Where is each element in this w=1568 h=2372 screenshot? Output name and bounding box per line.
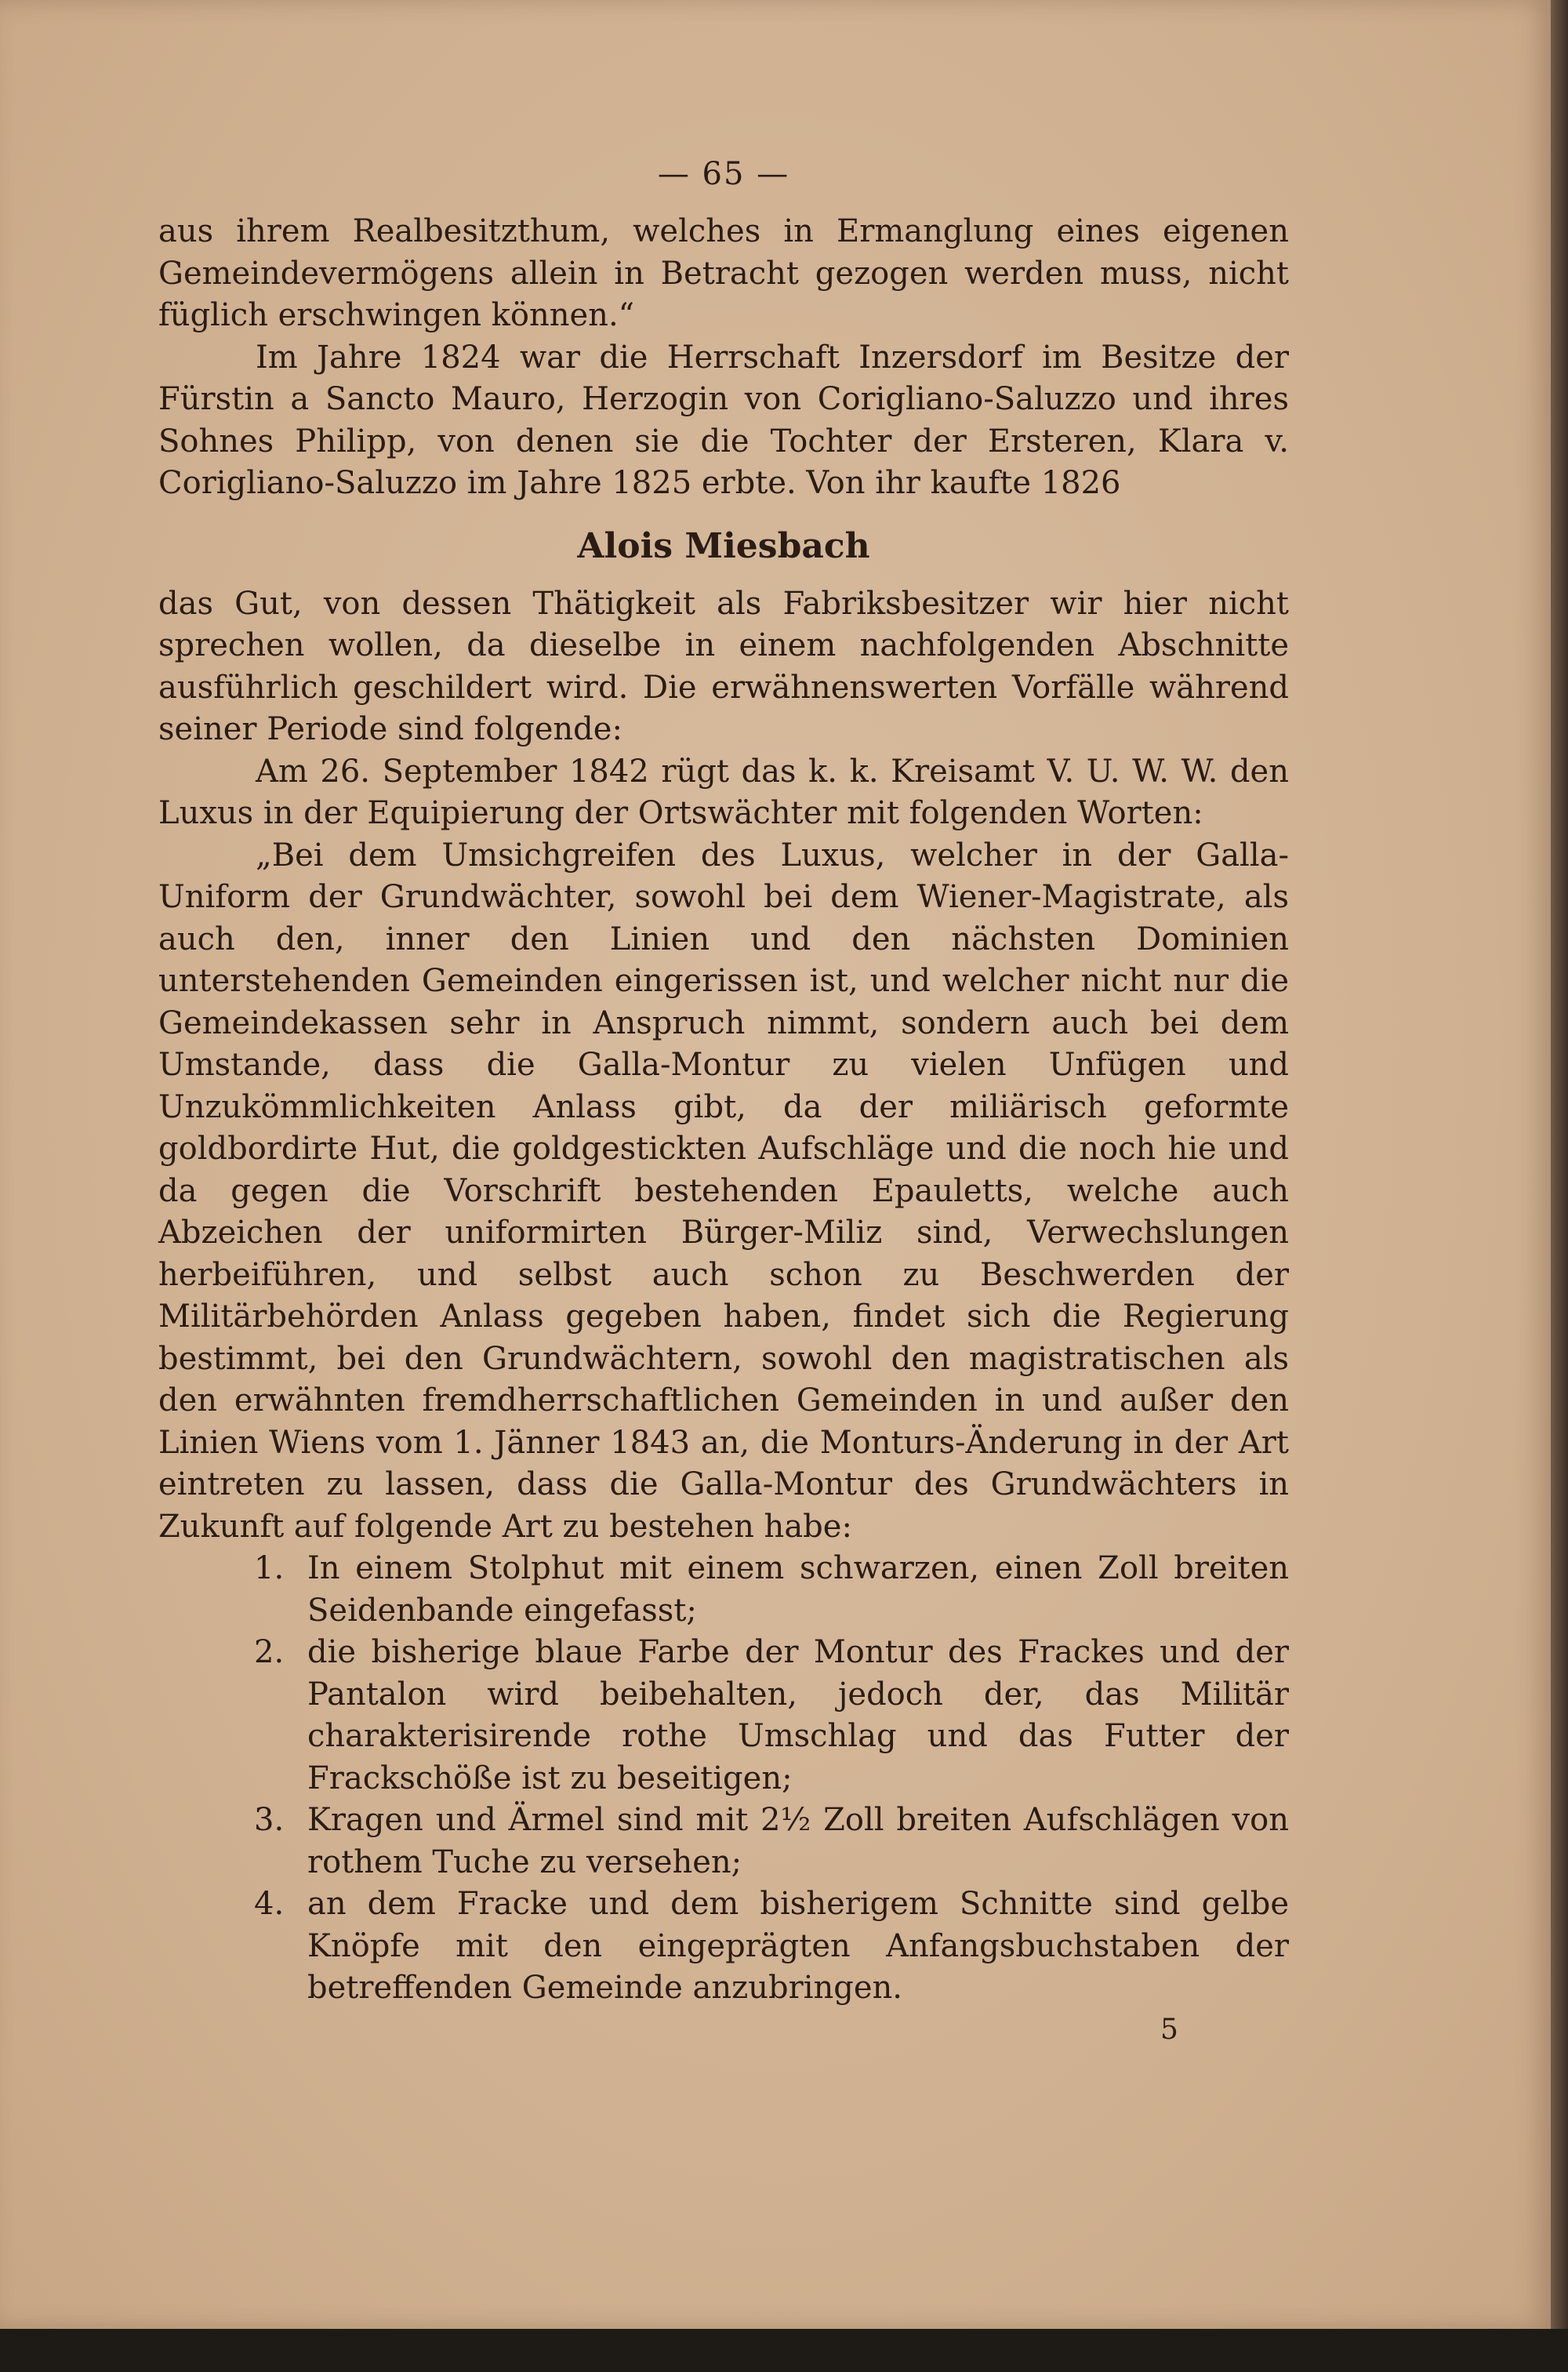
list-item-text: In einem Stolphut mit einem schwarzen, einen Zoll breiten Seidenbande eingefasst; (307, 1550, 1289, 1629)
list-item-number: 2. (254, 1634, 285, 1670)
scan-background (0, 2329, 1568, 2372)
list-item (158, 1632, 1289, 1800)
paragraph-3: das Gut, von dessen Thätigkeit als Fabriksbesitzer wir hier nicht sprechen wollen, da dieselbe in einem nachfolgenden Abschnitte ausführlich geschildert wird. Die erwähnenswerten Vorfälle während seiner Periode sind folgende: (158, 585, 1289, 747)
section-heading: Alois Miesbach (577, 525, 870, 566)
list-item-number: 4. (254, 1886, 285, 1922)
paragraph-1: aus ihrem Realbesitzthum, welches in Ermanglung eines eigenen Gemeindevermögens allein in Betracht gezogen werden muss, nicht füglich erschwingen können.“ (158, 213, 1289, 333)
list-item (158, 1800, 1289, 1883)
regulation-list (158, 1548, 1289, 2010)
paragraph-4: Am 26. September 1842 rügt das k. k. Kreisamt V. U. W. W. den Luxus in der Equipierung der Ortswächter mit folgenden Worten: (158, 753, 1289, 831)
book-spine-edge (1551, 0, 1568, 2329)
signature-mark: 5 (1160, 2014, 1178, 2046)
page-number-header: — 65 — (657, 156, 790, 192)
list-item (158, 1883, 1289, 2010)
list-item-number: 1. (254, 1550, 285, 1586)
list-item (158, 1548, 1289, 1632)
quote-paragraph: „Bei dem Umsichgreifen des Luxus, welcher in der Galla-Uniform der Grundwächter, sowohl bei dem Wiener-Magistrate, als auch den, inner den Linien und den nächsten Dominien unterstehenden Gemeinden eingerissen ist, und welcher nicht nur die Gemeindekassen sehr in Anspruch nimmt, sondern auch bei dem Umstande, dass die Galla-Montur zu vielen Unfügen und Unzukömmlichkeiten Anlass gibt, da der miliärisch geformte goldbordirte Hut, die goldgestickten Aufschläge und die noch hie und da gegen die Vorschrift bestehenden Epauletts, welche auch Abzeichen der uniformirten Bürger-Miliz sind, Verwechslungen herbeiführen, und selbst auch schon zu Beschwerden der Militärbehörden Anlass gegeben haben, findet sich die Regierung bestimmt, bei den Grundwächtern, sowohl den magistratischen als den erwähnten fremdherrschaftlichen Gemeinden in und außer den Linien Wiens vom 1. Jänner 1843 an, die Monturs-Änderung in der Art eintreten zu lassen, dass die Galla-Montur des Grundwächters in Zukunft auf folgende Art zu bestehen habe: (158, 837, 1289, 1545)
list-item-number: 3. (254, 1802, 285, 1838)
list-item-text: die bisherige blaue Farbe der Montur des Frackes und der Pantalon wird beibehalten, jedoch der, das Militär charakterisirende rothe Umschlag und das Futter der Frackschöße ist zu beseitigen; (307, 1634, 1289, 1796)
paragraph-2: Im Jahre 1824 war die Herrschaft Inzersdorf im Besitze der Fürstin a Sancto Mauro, Herzogin von Corigliano-Saluzzo und ihres Sohnes Philipp, von denen sie die Tochter der Ersteren, Klara v. Corigliano-Saluzzo im Jahre 1825 erbte. Von ihr kaufte 1826 (158, 339, 1289, 501)
list-item-text: Kragen und Ärmel sind mit 2½ Zoll breiten Aufschlägen von rothem Tuche zu versehen; (307, 1802, 1289, 1880)
list-item-text: an dem Fracke und dem bisherigem Schnitte sind gelbe Knöpfe mit den eingeprägten Anfangsbuchstaben der betreffenden Gemeinde anzubringen. (307, 1886, 1289, 2006)
page-content (158, 154, 1289, 2010)
